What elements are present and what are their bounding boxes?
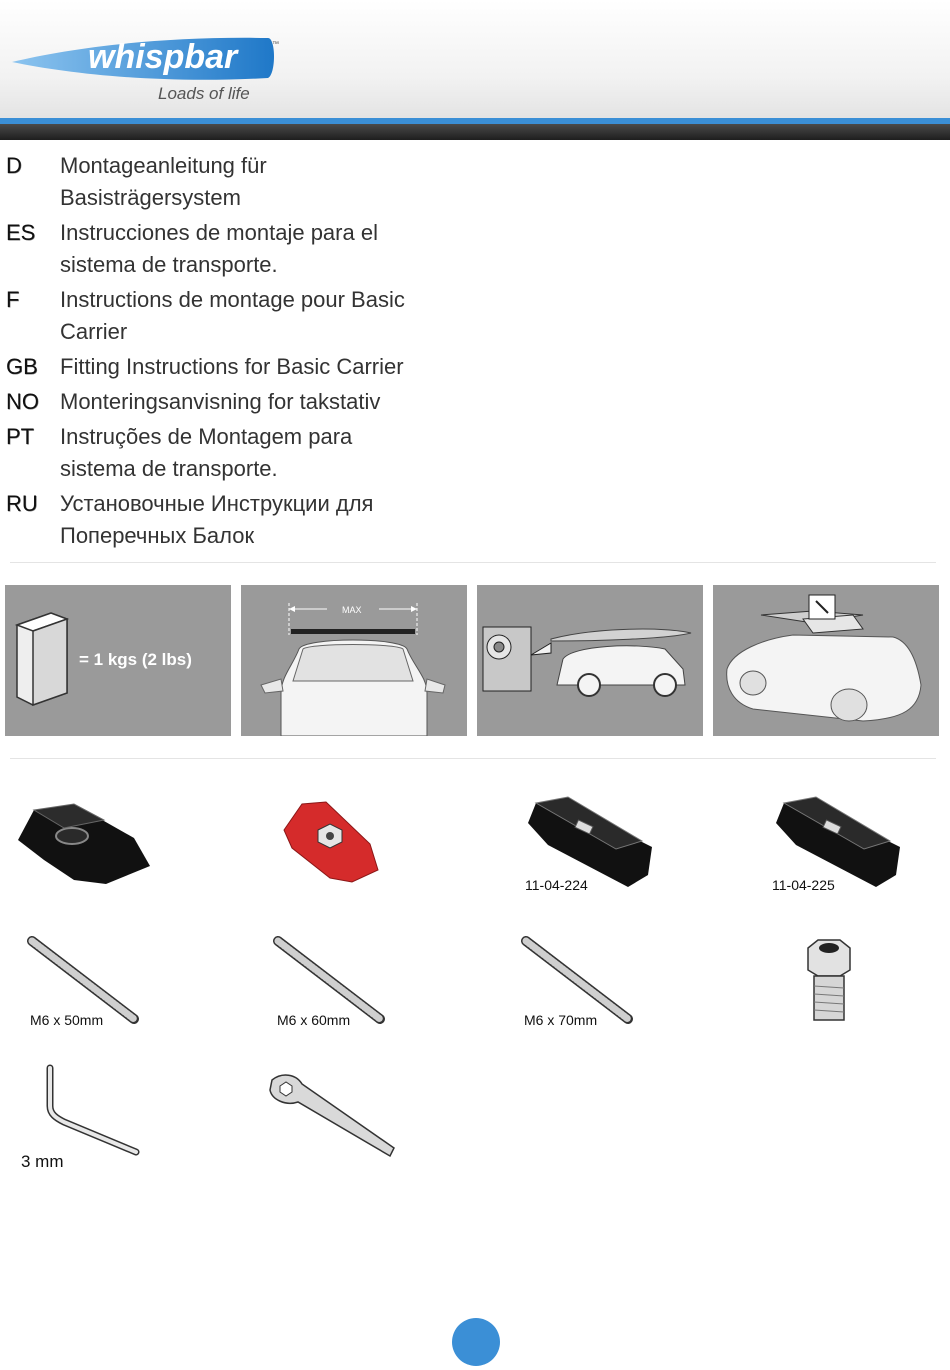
lang-code: ES bbox=[6, 220, 36, 245]
lang-row-pt bbox=[0, 421, 480, 485]
part-number-label: 11-04-225 bbox=[772, 877, 835, 893]
divider bbox=[10, 758, 936, 759]
lang-row-d bbox=[0, 150, 480, 214]
red-lock-cover-icon bbox=[282, 800, 392, 890]
lang-row-no bbox=[0, 386, 480, 418]
header-dark-stripe bbox=[0, 124, 950, 140]
lang-title: Instructions de montage pour Basic Carrier bbox=[60, 287, 405, 344]
lang-code: PT bbox=[6, 424, 35, 449]
car-roof-load-icon bbox=[713, 585, 939, 736]
header-banner bbox=[0, 0, 950, 140]
car-front-icon bbox=[241, 585, 467, 736]
nut-icon bbox=[802, 936, 856, 1026]
part-number-label: 11-04-224 bbox=[525, 877, 588, 893]
allen-key-size-label: 3 mm bbox=[21, 1152, 64, 1171]
bolt-size-label: M6 x 70mm bbox=[524, 1012, 598, 1028]
lang-title: Monteringsanvisning for takstativ bbox=[60, 389, 381, 414]
foot-pad-icon bbox=[524, 795, 664, 890]
lang-code: D bbox=[6, 153, 22, 178]
box-icon bbox=[5, 585, 231, 736]
panel-roof-load bbox=[713, 585, 939, 736]
lang-code: NO bbox=[6, 389, 39, 414]
car-side-kayak-icon bbox=[477, 585, 703, 736]
bolt-size-label: M6 x 60mm bbox=[277, 1012, 351, 1028]
bracket-icon bbox=[14, 800, 154, 890]
panel-weight bbox=[5, 585, 231, 736]
lang-row-f bbox=[0, 284, 480, 348]
page-marker bbox=[452, 1318, 500, 1366]
lang-row-gb bbox=[0, 351, 480, 383]
lang-row-es bbox=[0, 217, 480, 281]
lang-title: Fitting Instructions for Basic Carrier bbox=[60, 354, 404, 379]
foot-pad-icon bbox=[772, 795, 912, 890]
tagline: Loads of life bbox=[158, 84, 250, 103]
weight-label: = 1 kgs (2 lbs) bbox=[79, 650, 192, 669]
language-list bbox=[0, 150, 480, 555]
bolt-size-label: M6 x 50mm bbox=[30, 1012, 104, 1028]
divider bbox=[10, 562, 936, 563]
lang-title: Установочные Инструкции для Поперечных Балок bbox=[60, 491, 374, 548]
lang-title: Montageanleitung für Basisträgersystem bbox=[60, 153, 267, 210]
lang-code: F bbox=[6, 287, 20, 312]
panel-strap bbox=[477, 585, 703, 736]
lang-code: RU bbox=[6, 491, 38, 516]
lang-code: GB bbox=[6, 354, 38, 379]
lang-title: Instruções de Montagem para sistema de transporte. bbox=[60, 424, 353, 481]
logo-wordmark: whispbar bbox=[88, 38, 238, 76]
lang-title: Instrucciones de montaje para el sistema de transporte. bbox=[60, 220, 378, 277]
allen-key-icon bbox=[40, 1062, 144, 1158]
max-label: MAX bbox=[342, 605, 362, 615]
lang-row-ru bbox=[0, 488, 480, 552]
trademark-mark: ™ bbox=[272, 41, 279, 48]
wrench-icon bbox=[262, 1070, 402, 1160]
panel-max-width bbox=[241, 585, 467, 736]
